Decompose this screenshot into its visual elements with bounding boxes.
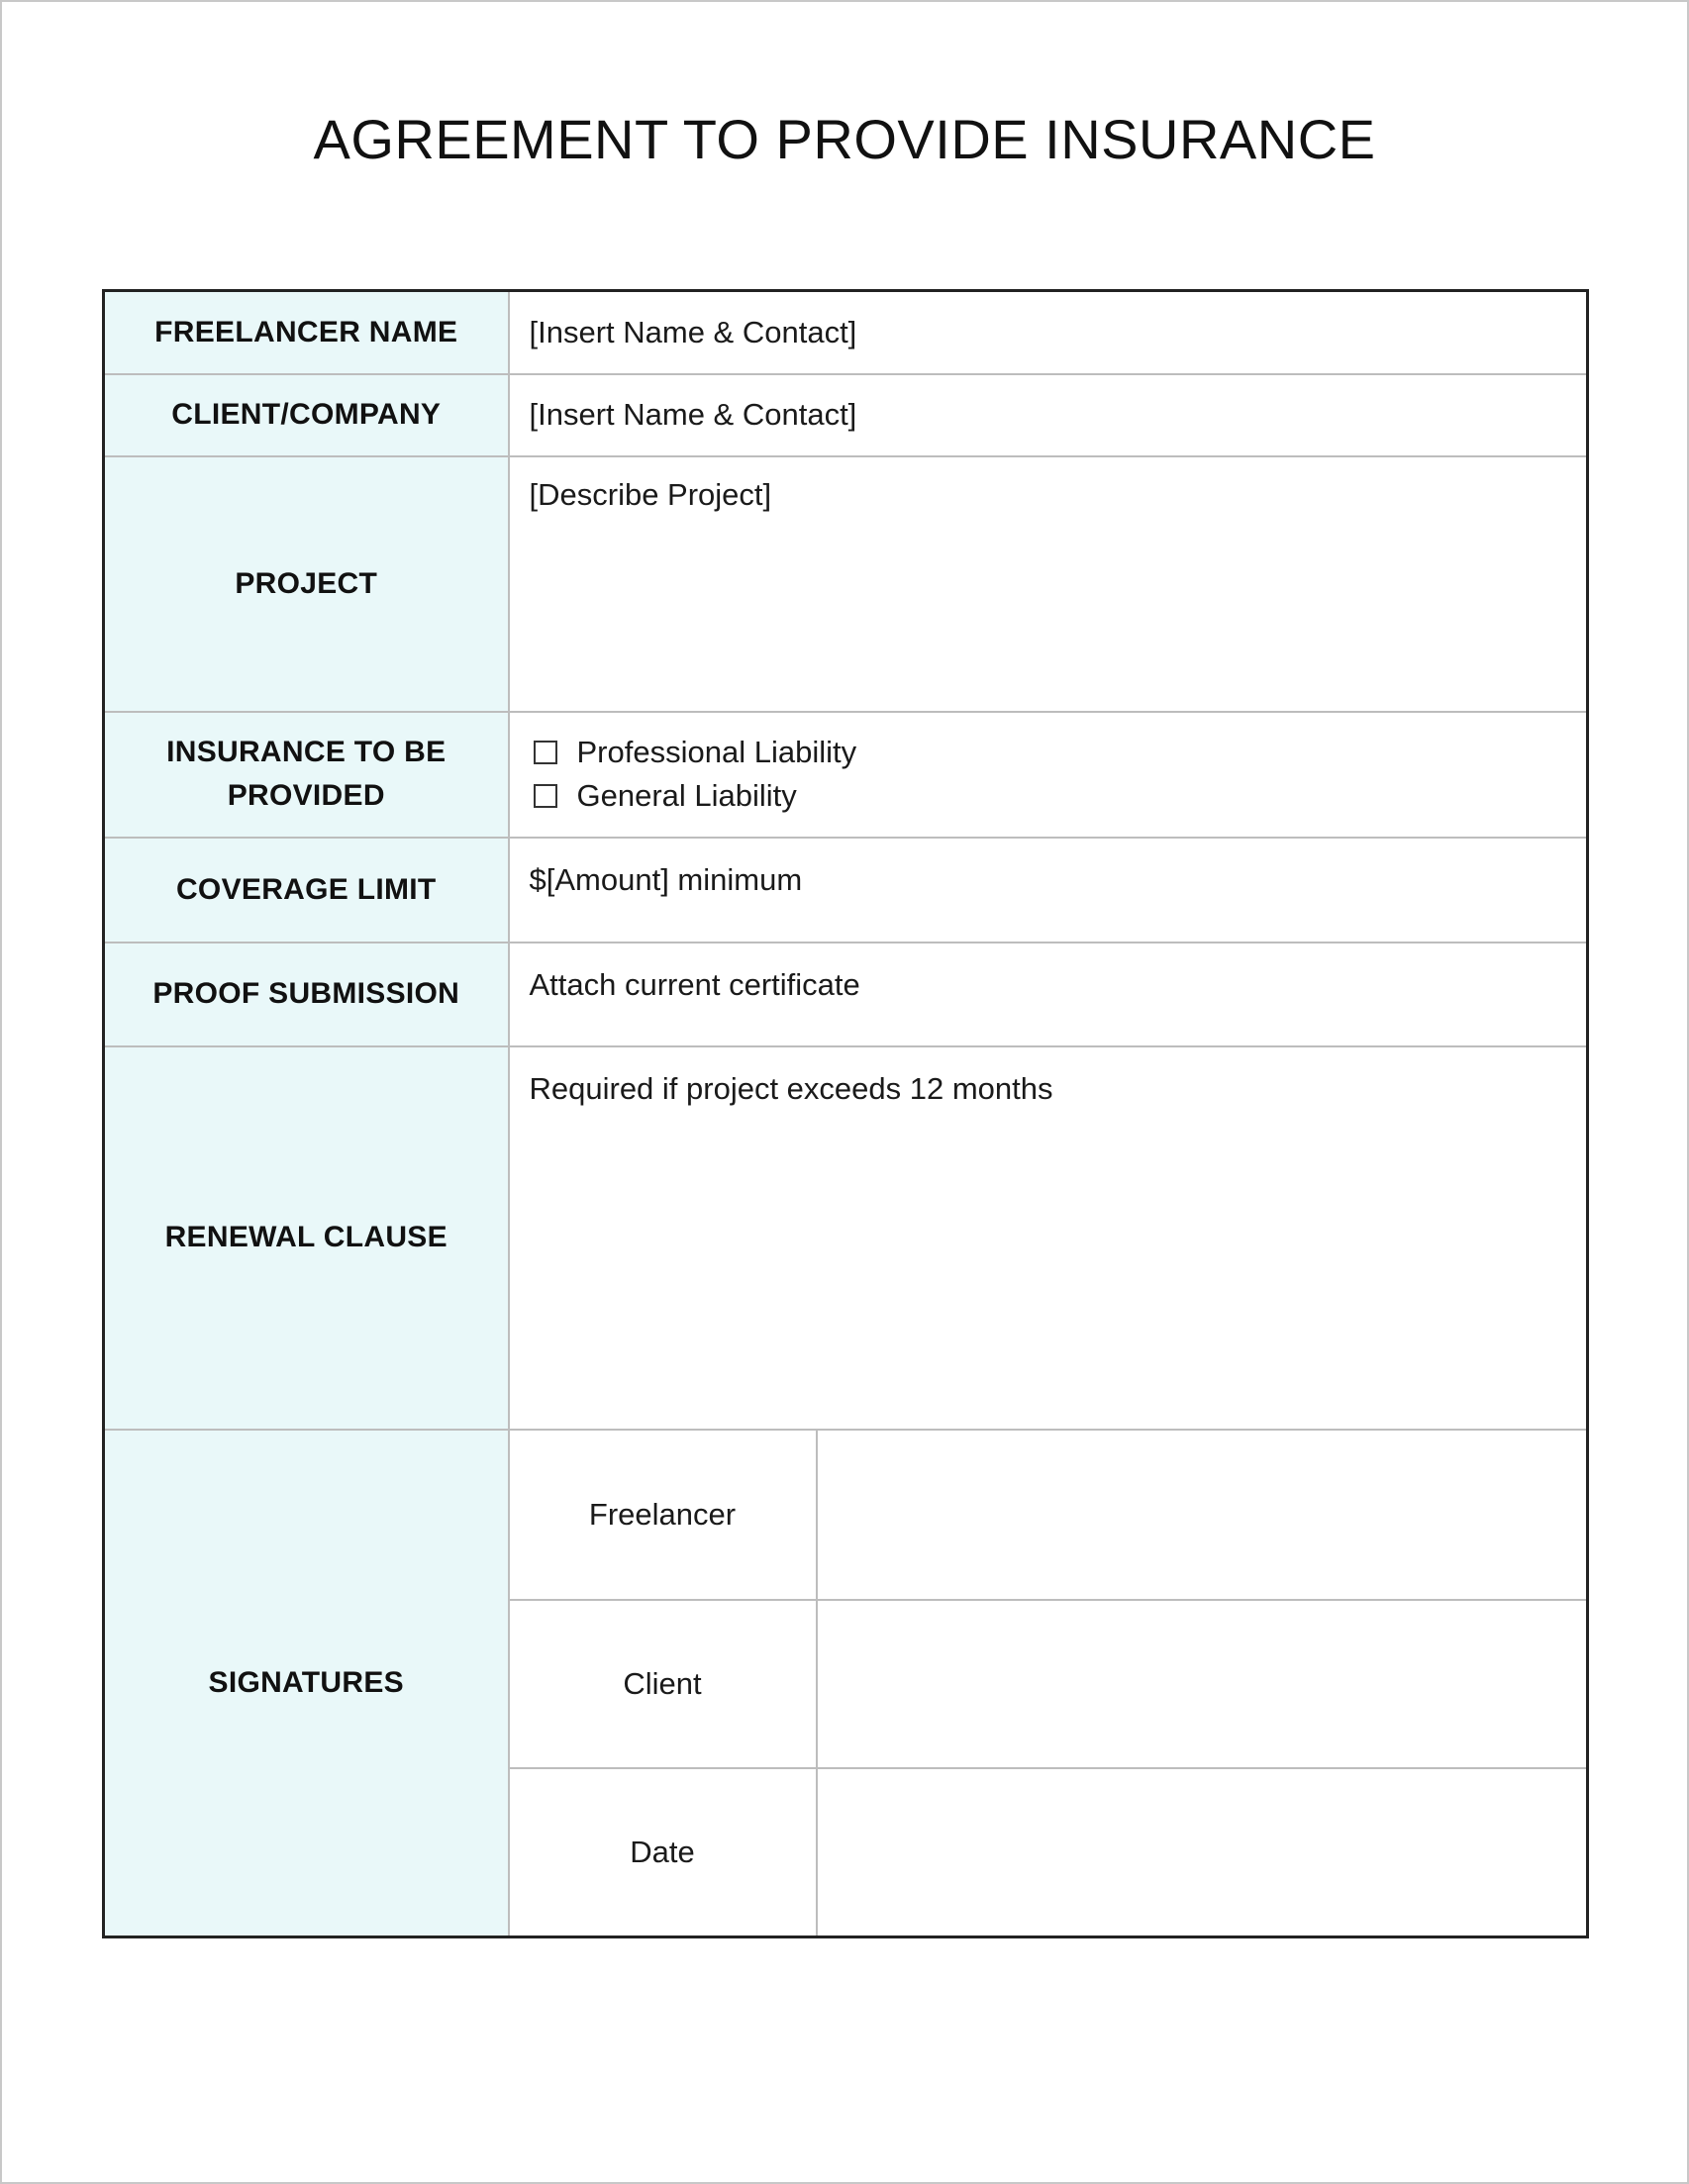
renewal-clause-label: RENEWAL CLAUSE (104, 1046, 509, 1430)
insurance-label-line-1: INSURANCE TO BE (166, 736, 447, 768)
signature-freelancer-field[interactable] (817, 1430, 1588, 1600)
row-coverage-limit (104, 838, 1588, 943)
insurance-options (509, 712, 1588, 838)
option-professional-liability[interactable] (530, 731, 1567, 774)
signature-freelancer-label: Freelancer (509, 1430, 817, 1600)
row-insurance-to-be-provided (104, 712, 1588, 838)
freelancer-name-label: FREELANCER NAME (104, 291, 509, 374)
row-renewal-clause (104, 1046, 1588, 1430)
signatures-label: SIGNATURES (104, 1430, 509, 1937)
coverage-limit-label: COVERAGE LIMIT (104, 838, 509, 943)
project-field[interactable]: [Describe Project] (509, 456, 1588, 712)
signature-date-label: Date (509, 1768, 817, 1937)
proof-submission-label: PROOF SUBMISSION (104, 943, 509, 1046)
renewal-clause-field[interactable]: Required if project exceeds 12 months (509, 1046, 1588, 1430)
option-general-liability[interactable] (530, 774, 1567, 818)
option-label: Professional Liability (576, 735, 857, 769)
row-project (104, 456, 1588, 712)
row-client-company (104, 374, 1588, 456)
row-signature-freelancer (104, 1430, 1588, 1600)
coverage-limit-field[interactable]: $[Amount] minimum (509, 838, 1588, 943)
signature-client-field[interactable] (817, 1600, 1588, 1768)
signature-client-label: Client (509, 1600, 817, 1768)
agreement-table (102, 289, 1589, 1938)
option-label: General Liability (576, 778, 797, 813)
row-proof-submission (104, 943, 1588, 1046)
checkbox-general-liability[interactable] (534, 784, 557, 808)
checkbox-professional-liability[interactable] (534, 741, 557, 764)
proof-submission-field[interactable]: Attach current certificate (509, 943, 1588, 1046)
page-title: AGREEMENT TO PROVIDE INSURANCE (313, 108, 1376, 170)
freelancer-name-field[interactable]: [Insert Name & Contact] (509, 291, 1588, 374)
project-label: PROJECT (104, 456, 509, 712)
insurance-to-be-provided-label (104, 712, 509, 838)
row-freelancer-name (104, 291, 1588, 374)
client-company-label: CLIENT/COMPANY (104, 374, 509, 456)
signature-date-field[interactable] (817, 1768, 1588, 1937)
insurance-label-line-2: PROVIDED (227, 779, 385, 812)
client-company-field[interactable]: [Insert Name & Contact] (509, 374, 1588, 456)
